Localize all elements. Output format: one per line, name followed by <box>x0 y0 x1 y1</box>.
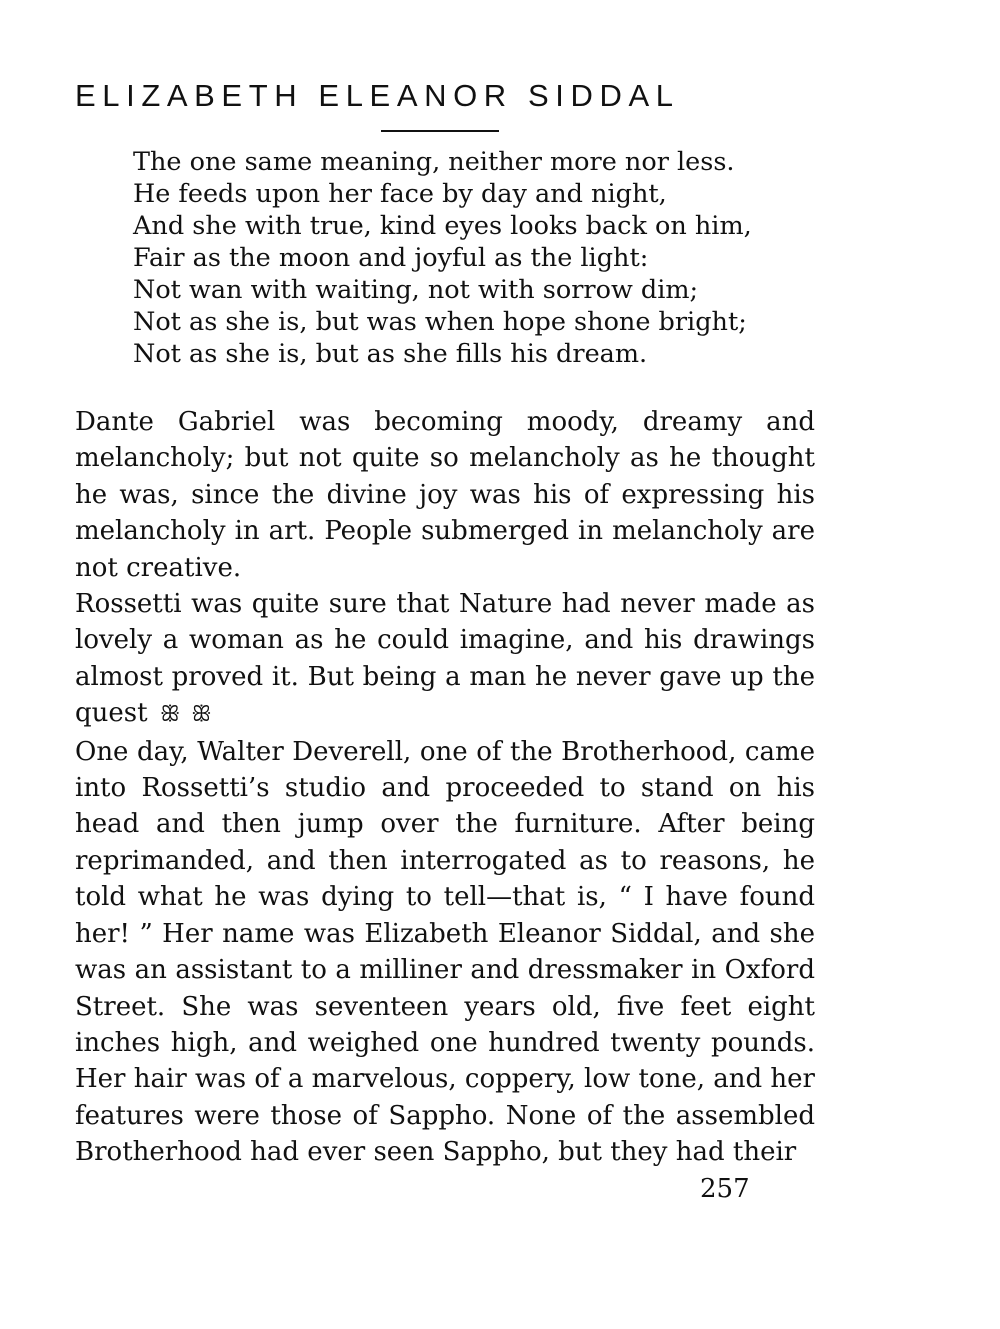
page-number: 257 <box>700 1174 750 1204</box>
poem-line: Not wan with waiting, not with sorrow dim; <box>133 275 699 305</box>
poem-line: And she with true, kind eyes looks back on him, <box>133 211 752 241</box>
paragraph-3: One day, Walter Deverell, one of the Brotherhood, came into Rossetti’s studio and proceeded to stand on his head and then jump over the furniture. After being reprimanded, and then interrogated as to reasons, he told what he was dying to tell—that is, “ I have found her! ” Her name was Elizabeth Eleanor Siddal, and she was an assistant to a milliner and dressmaker in Oxford Street. She was seventeen years old, five feet eight inches high, and weighed one hundred twenty pounds. Her hair was of a marvelous, coppery, low tone, and her features were those of Sappho. None of the assembled Brotherhood had ever seen Sappho, but they had their <box>75 736 815 1168</box>
running-head: ELIZABETH ELEANOR SIDDAL <box>75 78 680 113</box>
paragraph-2 <box>75 586 815 734</box>
poem-line: He feeds upon her face by day and night, <box>133 179 667 209</box>
leaf-ornament-icon: ꕥ ꕥ <box>159 702 214 728</box>
poem-stanza <box>133 146 833 370</box>
poem-line: The one same meaning, neither more nor less. <box>133 147 735 177</box>
poem-line: Not as she is, but as she fills his dream. <box>133 339 648 369</box>
paragraph-1: Dante Gabriel was becoming moody, dreamy and melancholy; but not quite so melancholy as he thought he was, since the divine joy was his of expressing his melancholy in art. People submerged in melancholy are not creative. <box>75 407 815 583</box>
poem-line: Not as she is, but was when hope shone bright; <box>133 307 747 337</box>
head-rule <box>381 130 499 132</box>
prose-body <box>75 404 815 1171</box>
paragraph-2-text: Rossetti was quite sure that Nature had never made as lovely a woman as he could imagine, and his drawings almost proved it. But being a man he never gave up the quest <box>75 589 815 729</box>
poem-line: Fair as the moon and joyful as the light: <box>133 243 649 273</box>
